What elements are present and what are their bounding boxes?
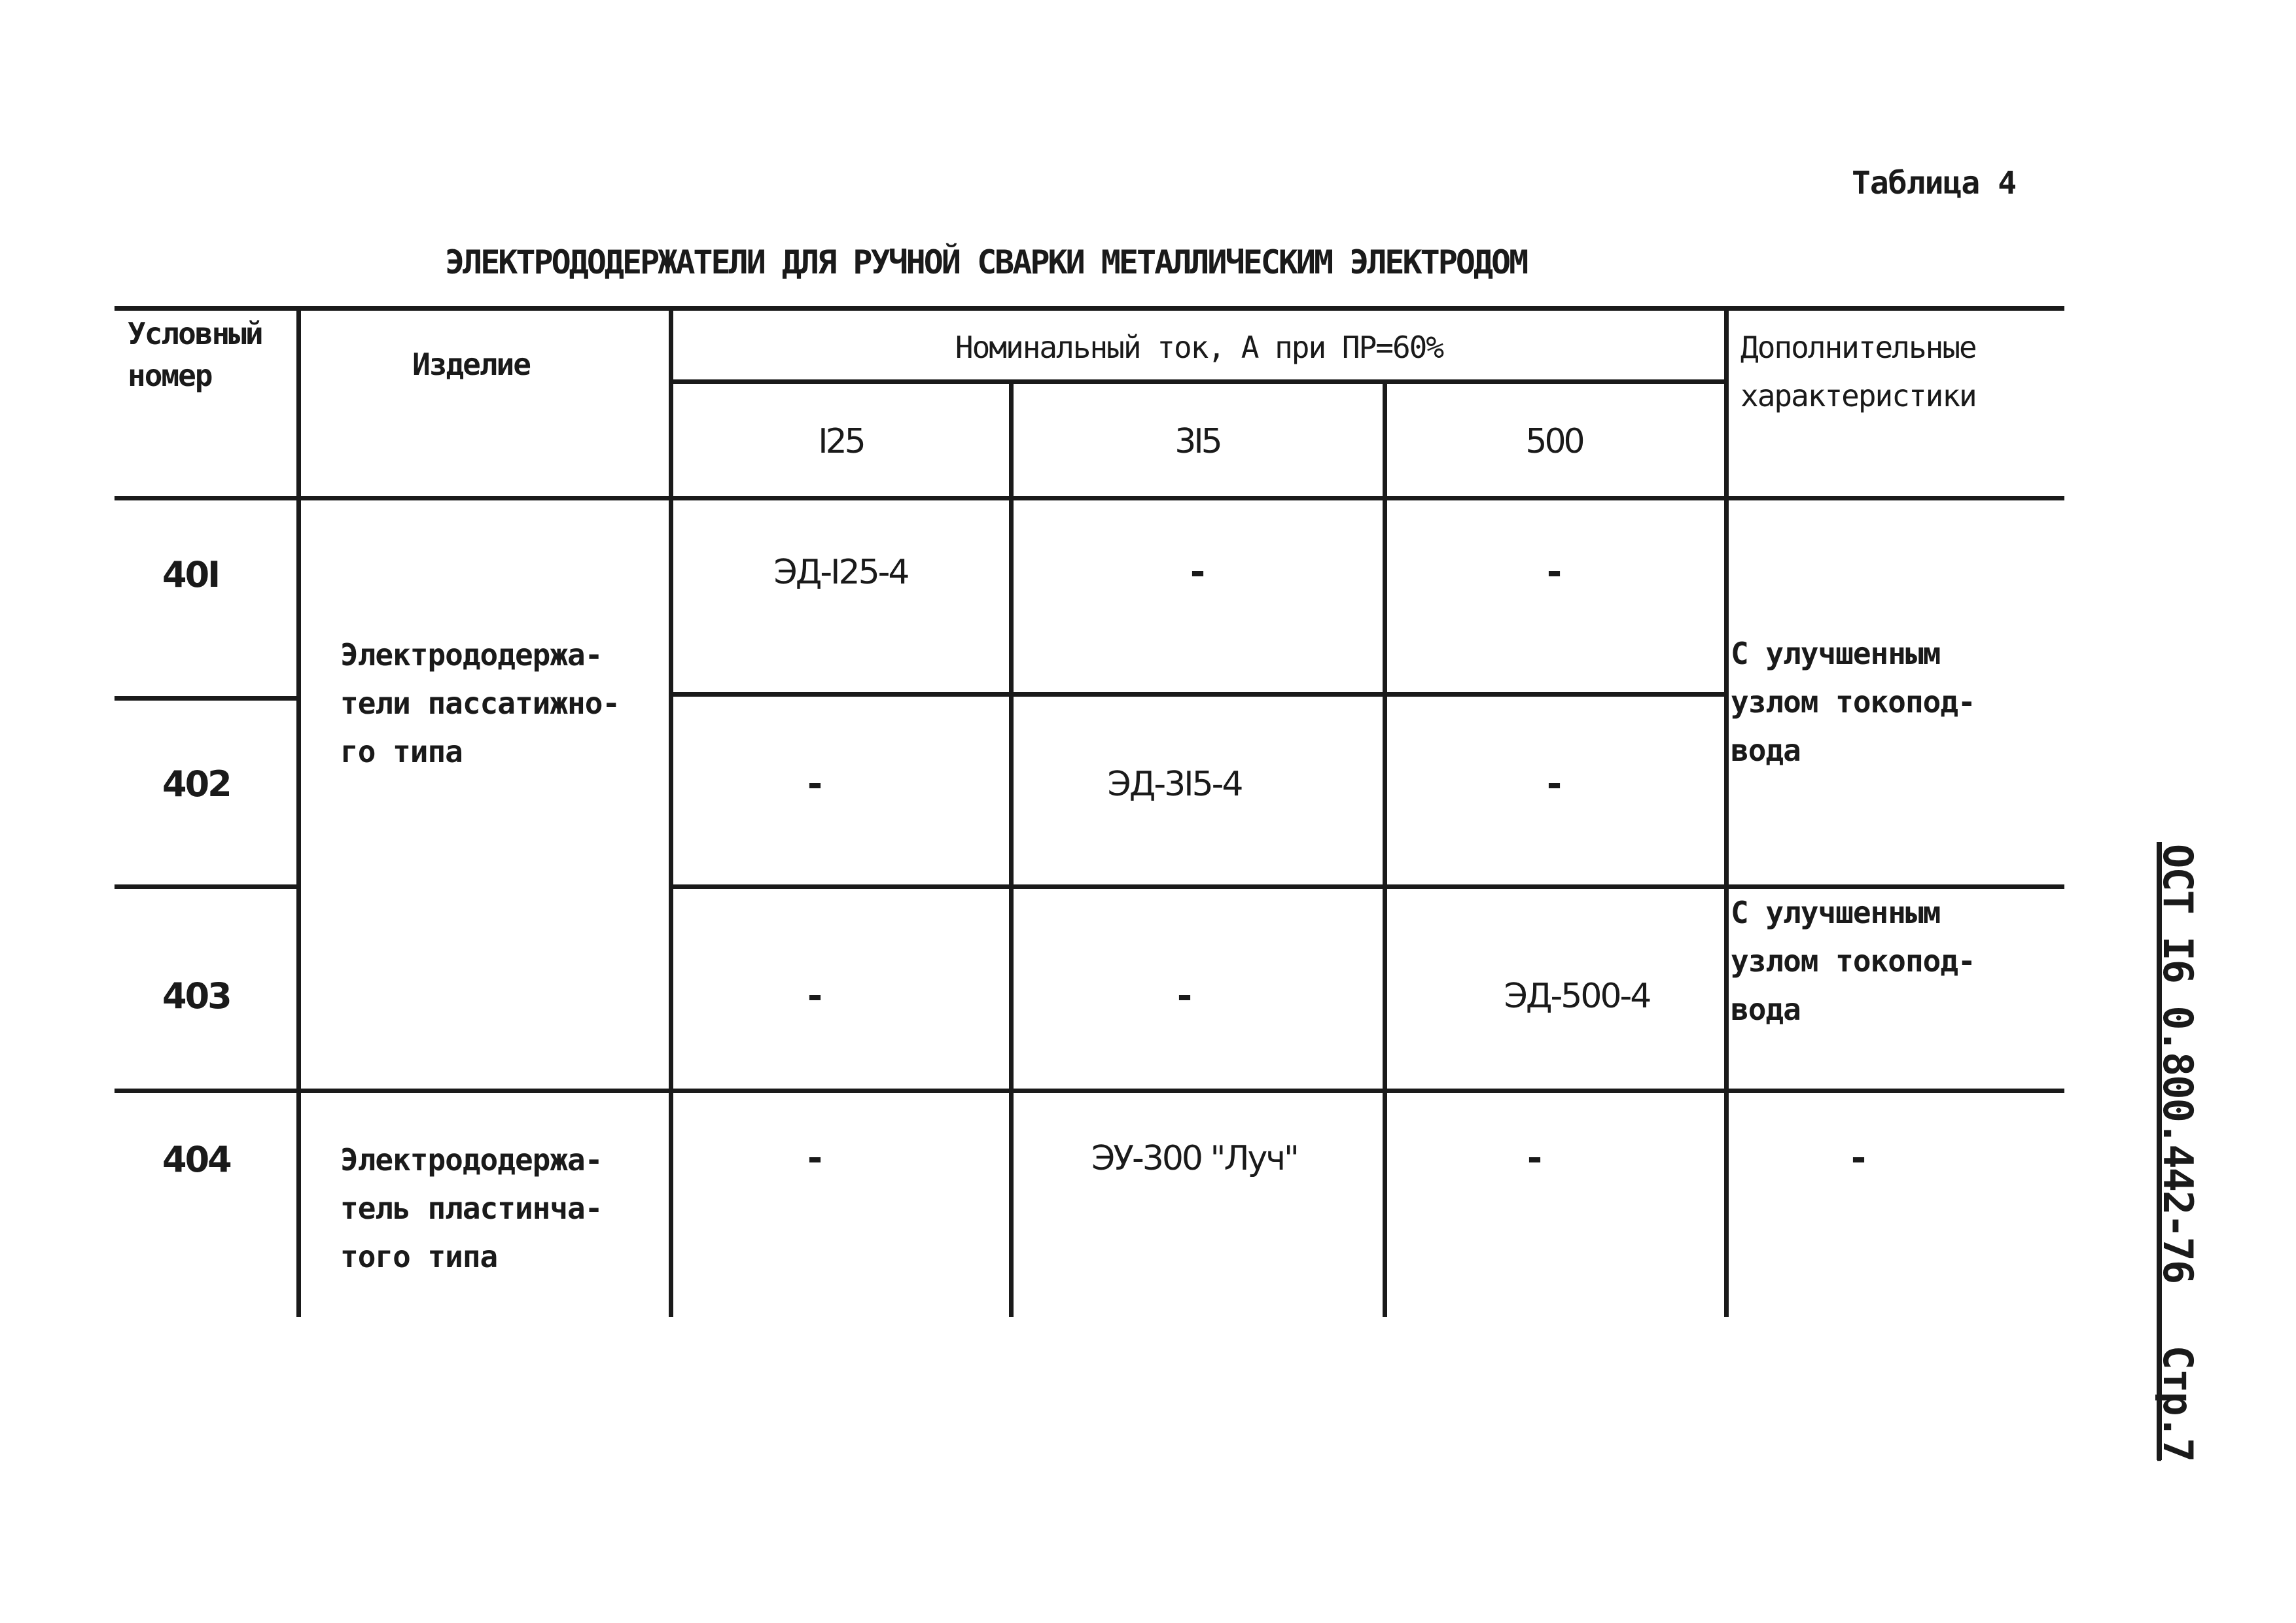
rule-row-402 bbox=[115, 884, 298, 889]
table-label: Таблица 4 bbox=[1852, 165, 2017, 201]
row-404-value-500: - bbox=[1527, 1137, 1542, 1179]
rule-row-401-values bbox=[669, 692, 1729, 697]
rule-col-product bbox=[296, 306, 301, 1317]
rule-col-315 bbox=[1009, 379, 1014, 1317]
row-401-value-125: ЭД-I25-4 bbox=[773, 553, 908, 592]
page-number: Стр.7 bbox=[2154, 1345, 2202, 1461]
product-group-plate-type: Электрододержа- тель пластинча- того типа bbox=[340, 1142, 603, 1274]
header-extra: Дополнительные характеристики bbox=[1740, 330, 1976, 413]
rule-row-403 bbox=[115, 1089, 2064, 1093]
row-401-value-500: - bbox=[1546, 551, 1562, 593]
row-403-value-315: - bbox=[1176, 975, 1192, 1017]
header-current-125: I25 bbox=[818, 422, 864, 461]
document-title: ЭЛЕКТРОДОДЕРЖАТЕЛИ ДЛЯ РУЧНОЙ СВАРКИ МЕТАЛЛИЧЕСКИМ ЭЛЕКТРОДОМ bbox=[445, 243, 1527, 281]
rule-current-sub bbox=[669, 379, 1729, 384]
side-stamp bbox=[2130, 844, 2202, 1498]
header-current-315: 3I5 bbox=[1174, 422, 1220, 461]
row-402-value-315: ЭД-3I5-4 bbox=[1107, 765, 1242, 804]
row-403-number: 403 bbox=[162, 975, 230, 1017]
row-402-number: 402 bbox=[162, 763, 230, 805]
row-403-value-500: ЭД-500-4 bbox=[1504, 977, 1650, 1016]
row-402-value-500: - bbox=[1546, 763, 1562, 805]
row-401-value-315: - bbox=[1190, 551, 1205, 593]
extra-characteristics-1: С улучшенным узлом токопод- вода bbox=[1731, 636, 1975, 768]
row-404-value-315: ЭУ-300 "Луч" bbox=[1091, 1139, 1298, 1178]
product-group-pliers-type: Электрододержа- тели пассатижно- го типа bbox=[340, 637, 620, 769]
header-number: Условный номер bbox=[128, 316, 262, 393]
rule-row-401 bbox=[115, 696, 298, 701]
rule-header-bottom bbox=[115, 496, 2064, 500]
rule-top bbox=[115, 306, 2064, 311]
rule-col-125 bbox=[669, 306, 673, 1317]
header-current: Номинальный ток, А при ПР=60% bbox=[955, 330, 1443, 365]
rule-col-extra bbox=[1724, 306, 1729, 1317]
row-404-value-125: - bbox=[807, 1137, 822, 1179]
row-404-extra: - bbox=[1850, 1137, 1866, 1179]
row-402-value-125: - bbox=[807, 763, 822, 805]
extra-characteristics-2: С улучшенным узлом токопод- вода bbox=[1731, 895, 1975, 1027]
row-404-number: 404 bbox=[162, 1139, 230, 1180]
row-403-value-125: - bbox=[807, 975, 822, 1017]
row-401-number: 40I bbox=[162, 554, 219, 595]
header-current-500: 500 bbox=[1525, 422, 1583, 461]
header-product: Изделие bbox=[412, 347, 530, 382]
document-designation: ОСТ I6 0.800.442-76 bbox=[2154, 844, 2202, 1283]
